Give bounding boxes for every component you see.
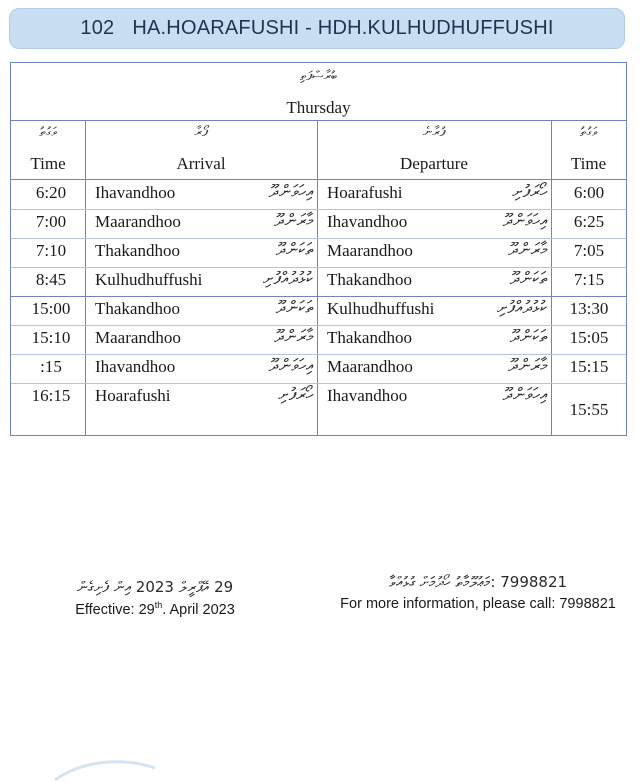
arrival-island: Thakandhoo — [95, 241, 180, 260]
effective-date-suffix: . April 2023 — [162, 601, 235, 618]
header-arrival-time-label: Time — [30, 154, 66, 173]
header-arrival-dv: ފޯރާ — [194, 125, 208, 140]
departure-island-dv: ތަކަންދޫ — [509, 327, 547, 347]
arrival-island: Thakandhoo — [95, 299, 180, 318]
header-arrival-label: Arrival — [176, 154, 226, 173]
departure-island-dv: އިހަވަންދޫ — [502, 385, 547, 405]
arrival-time: 7:00 — [35, 212, 67, 231]
header-arrival-time — [11, 121, 85, 180]
arrival-island: Ihavandhoo — [95, 183, 176, 202]
header-departure-label: Departure — [400, 154, 468, 173]
arrival-island-dv: އިހަވަންދޫ — [268, 182, 313, 202]
arrival-time: 15:00 — [31, 299, 71, 318]
departure-time: 6:25 — [573, 212, 605, 231]
arrival-island-dv: މާރަންދޫ — [274, 211, 313, 231]
arrival-time: 7:10 — [35, 241, 67, 260]
arrival-time: 8:45 — [35, 270, 67, 289]
departure-island: Maarandhoo — [327, 357, 413, 376]
arrival-island-dv: އިހަވަންދޫ — [268, 356, 313, 376]
departure-time: 15:05 — [569, 328, 609, 347]
effective-date-prefix: Effective: 29 — [75, 601, 155, 618]
header-departure-time-dv: ވަގުތު — [579, 125, 598, 140]
day-header — [11, 63, 626, 121]
header-departure-time — [551, 121, 626, 180]
header-departure-time-label: Time — [570, 154, 607, 173]
departure-island-dv: ކުޅުދުއްފުށި — [497, 298, 547, 318]
departure-time: 6:00 — [573, 183, 605, 202]
arrival-island: Maarandhoo — [95, 212, 181, 231]
arrival-island-dv: ކުޅުދުއްފުށި — [263, 269, 313, 289]
table-row — [11, 238, 626, 268]
table-row — [11, 383, 626, 440]
arrival-island: Hoarafushi — [95, 386, 171, 405]
schedule-table — [10, 62, 627, 436]
departure-time: 15:15 — [569, 357, 609, 376]
table-row — [11, 354, 626, 384]
day-label-dhivehi: ބުރާސްފަތި — [299, 69, 338, 84]
table-row — [11, 325, 626, 355]
effective-date-dhivehi: 29 އޭޕްރީލް 2023 އިން ފެށިގެން — [76, 578, 234, 596]
decorative-swoosh — [50, 742, 160, 782]
arrival-island: Ihavandhoo — [95, 357, 176, 376]
arrival-island: Maarandhoo — [95, 328, 181, 347]
departure-island: Ihavandhoo — [327, 386, 408, 405]
table-row — [11, 267, 626, 297]
arrival-island-dv: ތަކަންދޫ — [275, 298, 313, 318]
table-row — [11, 209, 626, 239]
header-arrival-time-dv: ވަގުތު — [39, 125, 57, 140]
arrival-island-dv: ތަކަންދޫ — [275, 240, 313, 260]
route-number: 102 — [80, 17, 115, 39]
departure-island: Hoarafushi — [327, 183, 403, 202]
arrival-time: 15:10 — [31, 328, 71, 347]
departure-island-dv: މާރަންދޫ — [508, 356, 547, 376]
contact-info: For more information, please call: 7998821 — [340, 596, 616, 612]
arrival-island-dv: މާރަންދޫ — [274, 327, 313, 347]
effective-date-block — [40, 578, 270, 618]
departure-island-dv: މާރަންދޫ — [508, 240, 547, 260]
departure-island: Ihavandhoo — [327, 212, 408, 231]
effective-date-ordinal: th — [154, 600, 163, 610]
departure-time: 7:05 — [573, 241, 605, 260]
departure-island-dv: އިހަވަންދޫ — [502, 211, 547, 231]
departure-time: 15:55 — [569, 400, 609, 419]
departure-island: Kulhudhuffushi — [327, 299, 435, 318]
arrival-island-dv: ހޯރަފުށި — [278, 385, 313, 405]
arrival-island: Kulhudhuffushi — [95, 270, 203, 289]
day-label: Thursday — [286, 98, 351, 117]
table-row — [11, 180, 626, 210]
departure-island: Maarandhoo — [327, 241, 413, 260]
departure-island: Thakandhoo — [327, 328, 412, 347]
route-name: HA.HOARAFUSHI - HDH.KULHUDHUFFUSHI — [132, 17, 554, 39]
departure-island: Thakandhoo — [327, 270, 412, 289]
arrival-time: 16:15 — [31, 386, 71, 405]
header-departure — [317, 121, 551, 180]
route-title-banner — [9, 8, 625, 49]
effective-date — [40, 600, 270, 618]
header-arrival — [85, 121, 317, 180]
arrival-time: :15 — [40, 357, 62, 376]
departure-time: 7:15 — [573, 270, 605, 289]
departure-island-dv: ތަކަންދޫ — [509, 269, 547, 289]
departure-island-dv: ހޯރަފުށި — [512, 182, 547, 202]
contact-info-dhivehi: 7998821 :މަޢުލޫމާތު ހޯދުމަށް ގުޅުއްވާ — [388, 573, 568, 591]
table-row — [11, 296, 626, 326]
arrival-time: 6:20 — [35, 183, 67, 202]
departure-time: 13:30 — [569, 299, 609, 318]
contact-info-block — [328, 573, 628, 612]
header-departure-dv: ފުރާނެ — [422, 125, 446, 140]
